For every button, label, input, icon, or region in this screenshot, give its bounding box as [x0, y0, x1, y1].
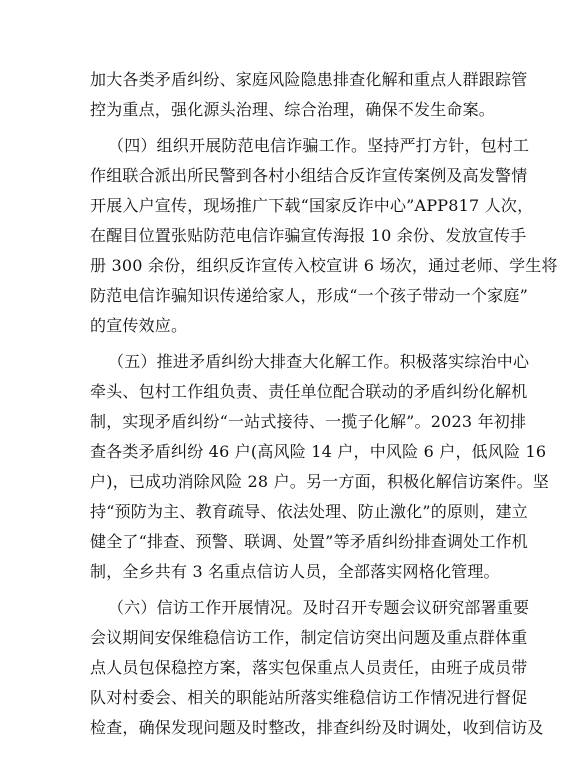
text-line: 户)，已成功消除风险 28 户。另一方面，积极化解信访案件。坚	[90, 472, 549, 491]
text-line: 防范电信诈骗知识传递给家人，形成“一个孩子带动一个家庭”	[90, 286, 528, 305]
text-line: 在醒目位置张贴防范电信诈骗宣传海报 10 余份、发放宣传手	[90, 226, 527, 245]
text-line: 开展入户宣传，现场推广下载“国家反诈中心”APP817 人次，	[90, 196, 534, 215]
text-line: 册 300 余份，组织反诈宣传入校宣讲 6 场次，通过老师、学生将	[90, 256, 558, 275]
text-line: 加大各类矛盾纠纷、家庭风险隐患排查化解和重点人群跟踪管	[90, 70, 528, 89]
paragraph-heading-line: （五）推进矛盾纠纷大排查大化解工作。积极落实综治中心	[108, 352, 530, 371]
text-line: 控为重点，强化源头治理、综合治理，确保不发生命案。	[90, 100, 496, 119]
text-line: 点人员包保稳控方案，落实包保重点人员责任，由班子成员带	[90, 658, 528, 677]
text-line: 持“预防为主、教育疏导、依法处理、防止激化”的原则，建立	[90, 502, 528, 521]
paragraph-heading-line: （六）信访工作开展情况。及时召开专题会议研究部署重要	[108, 598, 530, 617]
text-line: 制，实现矛盾纠纷“一站式接待、一揽子化解”。2023 年初排	[90, 412, 527, 431]
text-line: 会议期间安保维稳信访工作，制定信访突出问题及重点群体重	[90, 628, 528, 647]
paragraph-heading-line: （四）组织开展防范电信诈骗工作。坚持严打方针，包村工	[108, 136, 530, 155]
text-line: 制，全乡共有 3 名重点信访人员，全部落实网格化管理。	[90, 562, 500, 581]
text-line: 作组联合派出所民警到各村小组结合反诈宣传案例及高发警情	[90, 166, 528, 185]
text-line: 队对村委会、相关的职能站所落实维稳信访工作情况进行督促	[90, 688, 528, 707]
document-page	[90, 65, 558, 743]
text-line: 健全了“排查、预警、联调、处置”等矛盾纠纷排查调处工作机	[90, 532, 528, 551]
text-line: 的宣传效应。	[90, 316, 188, 335]
text-line: 检查，确保发现问题及时整改，排查纠纷及时调处，收到信访及	[90, 718, 544, 737]
text-line: 牵头、包村工作组负责、责任单位配合联动的矛盾纠纷化解机	[90, 382, 528, 401]
text-line: 查各类矛盾纠纷 46 户(高风险 14 户，中风险 6 户，低风险 16	[90, 442, 547, 461]
